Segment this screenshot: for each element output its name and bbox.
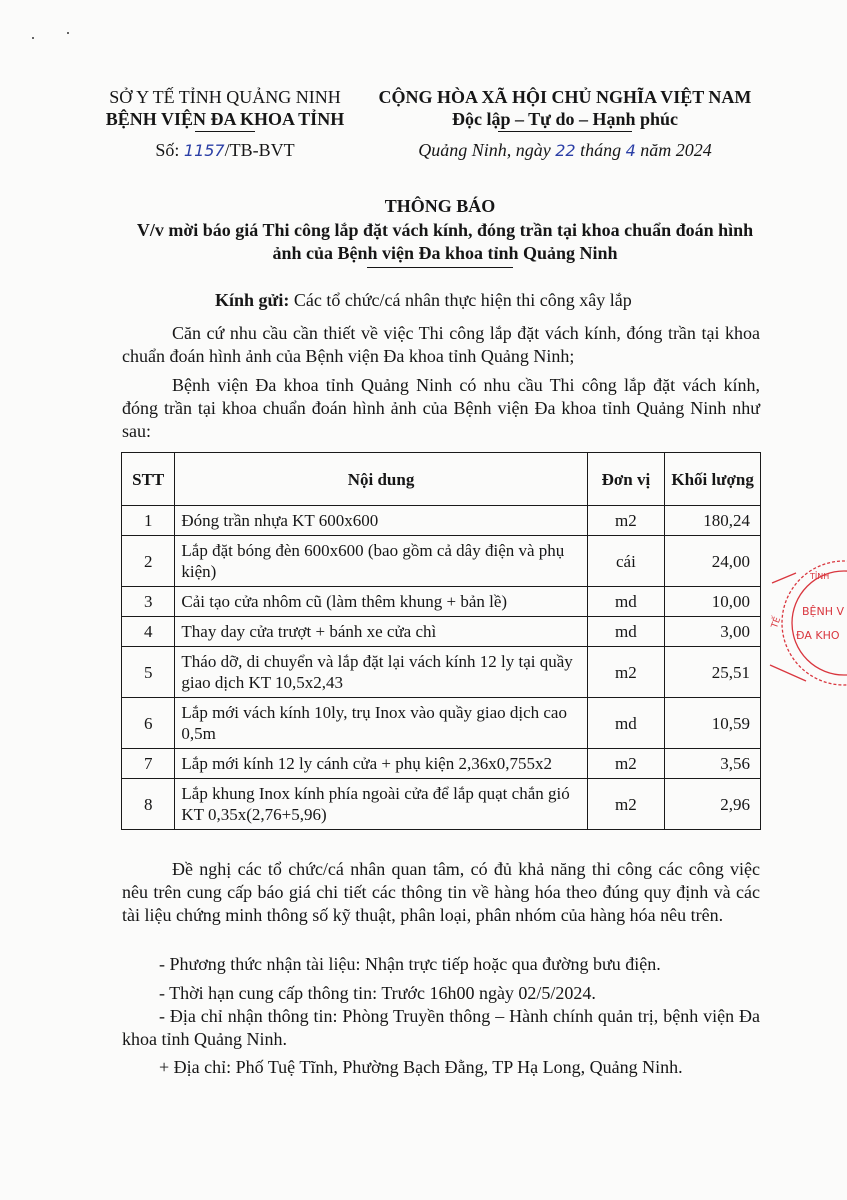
cell-unit: m2 [587, 779, 665, 830]
header-unit: Đơn vị [587, 453, 665, 506]
table-row [122, 779, 761, 830]
cell-content: Lắp khung Inox kính phía ngoài cửa để lắp quạt chắn gió KT 0,35x(2,76+5,96) [175, 779, 587, 830]
doc-no-suffix: /TB-BVT [224, 140, 295, 160]
issuer-underline [195, 131, 255, 132]
cell-quantity: 10,00 [665, 587, 761, 617]
paragraph-need: Bệnh viện Đa khoa tỉnh Quảng Ninh có nhu cầu Thi công lắp đặt vách kính, đóng trần tại khoa chuẩn đoán hình ảnh của Bệnh viện Đa khoa tỉnh Quảng Ninh như sau: [122, 375, 760, 441]
cell-unit: m2 [587, 506, 665, 536]
seal-text-mid2: ĐA KHO [796, 629, 840, 642]
table-row [122, 698, 761, 749]
document-subject: V/v mời báo giá Thi công lắp đặt vách kính, đóng trần tại khoa chuẩn đoán hình ảnh của Bệnh viện Đa khoa tỉnh Quảng Ninh [136, 220, 754, 263]
date-middle: tháng [575, 140, 626, 160]
table-row [122, 587, 761, 617]
seal-graphic [766, 555, 847, 690]
cell-unit: md [587, 617, 665, 647]
recipient-text: Các tổ chức/cá nhân thực hiện thi công xây lắp [289, 290, 632, 310]
motto-underline [498, 131, 632, 132]
cell-unit: md [587, 587, 665, 617]
bullet-receiving-method: - Phương thức nhận tài liệu: Nhận trực tiếp hoặc qua đường bưu điện. [159, 954, 661, 974]
cell-unit: md [587, 698, 665, 749]
table-header-row [122, 453, 761, 506]
date-month-handwritten: 4 [625, 141, 636, 160]
date-prefix: Quảng Ninh, ngày [418, 140, 556, 160]
cell-stt: 1 [122, 506, 175, 536]
cell-content: Lắp mới kính 12 ly cánh cửa + phụ kiện 2,36x0,755x2 [175, 749, 587, 779]
cell-content: Đóng trần nhựa KT 600x600 [175, 506, 587, 536]
cell-quantity: 180,24 [665, 506, 761, 536]
recipient-line [215, 290, 775, 311]
cell-quantity: 2,96 [665, 779, 761, 830]
cell-stt: 7 [122, 749, 175, 779]
cell-quantity: 10,59 [665, 698, 761, 749]
cell-unit: m2 [587, 647, 665, 698]
cell-content: Lắp mới vách kính 10ly, trụ Inox vào quầy giao dịch cao 0,5m [175, 698, 587, 749]
national-motto: Độc lập – Tự do – Hạnh phúc [451, 109, 679, 129]
table-row [122, 506, 761, 536]
table-row [122, 749, 761, 779]
scan-specks [30, 32, 80, 42]
doc-no-handwritten: 1157 [183, 141, 225, 160]
table-row [122, 617, 761, 647]
country-name: CỘNG HÒA XÃ HỘI CHỦ NGHĨA VIỆT NAM [378, 87, 752, 107]
red-seal-stamp [766, 555, 847, 690]
cell-quantity: 24,00 [665, 536, 761, 587]
seal-text-top: TỈNH [810, 572, 830, 581]
table-row [122, 536, 761, 587]
bullet-receiving-place: - Địa chỉ nhận thông tin: Phòng Truyền thông – Hành chính quản trị, bệnh viện Đa khoa tỉnh Quảng Ninh. [122, 1006, 760, 1049]
seal-text-side: TẾ [770, 615, 784, 630]
header-content: Nội dung [175, 453, 587, 506]
table-row [122, 647, 761, 698]
cell-quantity: 25,51 [665, 647, 761, 698]
seal-text-mid1: BỆNH V [802, 605, 845, 618]
subject-underline [367, 267, 513, 268]
doc-no-label: Số: [155, 140, 184, 160]
national-header [360, 86, 770, 130]
bullet-deadline: - Thời hạn cung cấp thông tin: Trước 16h00 ngày 02/5/2024. [159, 983, 596, 1003]
cell-unit: m2 [587, 749, 665, 779]
cell-content: Lắp đặt bóng đèn 600x600 (bao gồm cả dây điện và phụ kiện) [175, 536, 587, 587]
header-stt: STT [122, 453, 175, 506]
paragraph-basis: Căn cứ nhu cầu cần thiết về việc Thi công lắp đặt vách kính, đóng trần tại khoa chuẩn đoán hình ảnh của Bệnh viện Đa khoa tỉnh Quảng Ninh; [122, 323, 760, 366]
work-items-table [121, 452, 761, 830]
cell-stt: 6 [122, 698, 175, 749]
header-quantity: Khối lượng [665, 453, 761, 506]
document-number [100, 140, 350, 161]
cell-stt: 4 [122, 617, 175, 647]
cell-quantity: 3,56 [665, 749, 761, 779]
cell-stt: 3 [122, 587, 175, 617]
bullet-address: + Địa chỉ: Phố Tuệ Tĩnh, Phường Bạch Đằng, TP Hạ Long, Quảng Ninh. [159, 1057, 683, 1077]
cell-quantity: 3,00 [665, 617, 761, 647]
cell-stt: 8 [122, 779, 175, 830]
cell-stt: 2 [122, 536, 175, 587]
date-suffix: năm 2024 [635, 140, 712, 160]
issue-date [360, 140, 770, 161]
cell-content: Thay day cửa trượt + bánh xe cửa chì [175, 617, 587, 647]
recipient-label: Kính gửi: [215, 290, 290, 310]
issuer-header [100, 86, 350, 130]
issuer-department: SỞ Y TẾ TỈNH QUẢNG NINH [109, 87, 341, 107]
date-day-handwritten: 22 [555, 141, 576, 160]
cell-content: Cải tạo cửa nhôm cũ (làm thêm khung + bản lề) [175, 587, 587, 617]
cell-stt: 5 [122, 647, 175, 698]
cell-content: Tháo dỡ, di chuyển và lắp đặt lại vách kính 12 ly tại quầy giao dịch KT 10,5x2,43 [175, 647, 587, 698]
paragraph-request: Đề nghị các tổ chức/cá nhân quan tâm, có đủ khả năng thi công các công việc nêu trên cung cấp báo giá chi tiết các thông tin về hàng hóa theo đúng quy định và các tài liệu chứng minh thông số kỹ thuật, phân loại, phân nhóm của hàng hóa nêu trên. [122, 859, 760, 925]
document-title: THÔNG BÁO [384, 196, 496, 216]
cell-unit: cái [587, 536, 665, 587]
issuer-hospital: BỆNH VIỆN ĐA KHOA TỈNH [105, 109, 345, 129]
